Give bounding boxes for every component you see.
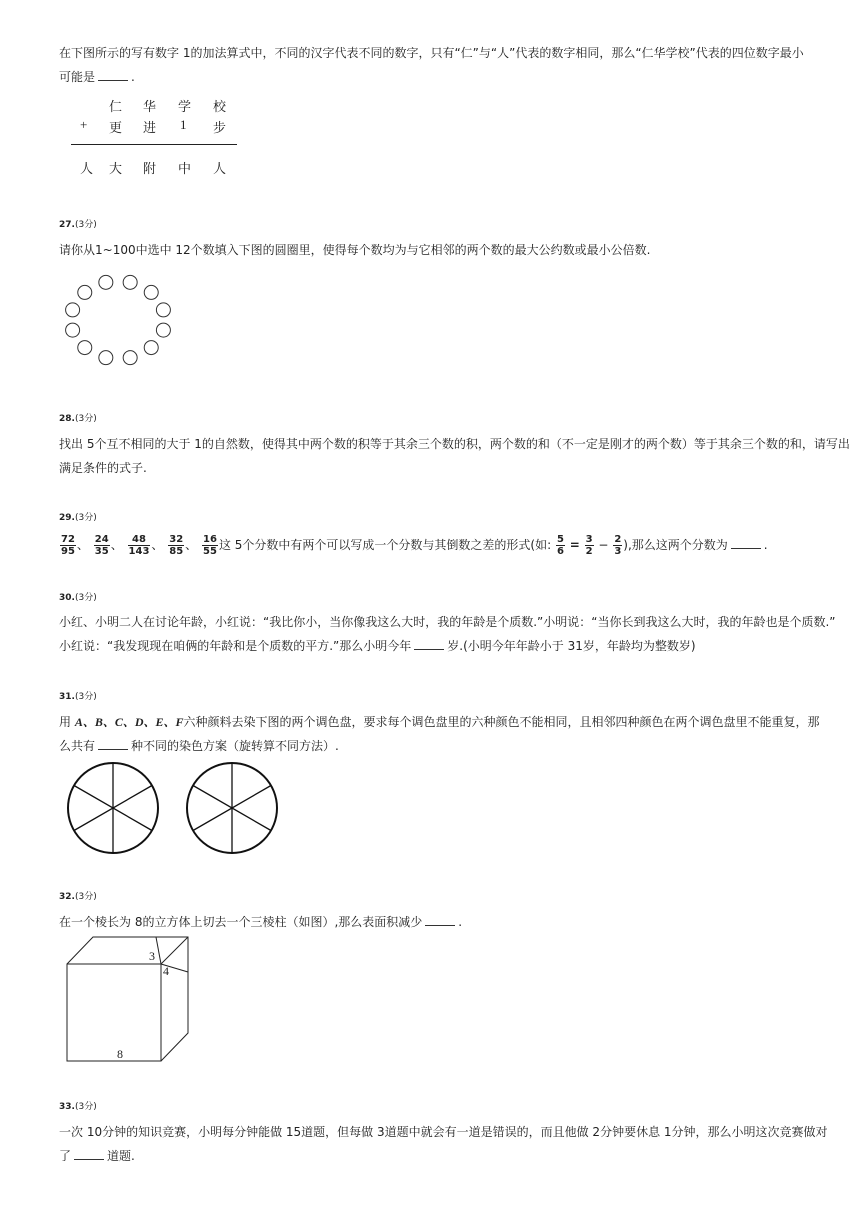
ring-circle[interactable] [144,341,158,355]
q26-text-line1: 在下图所示的写有数字 1的加法算式中，不同的汉字代表不同的数字，只有“仁”与“人”代表的数字相同，那么“仁华学校”代表的四位数字最小 [59,46,804,60]
q31-color-palette-2 [184,760,280,856]
q32-answer-blank[interactable] [425,915,455,926]
fraction-4: $\frac{32}{85}$ [169,534,184,557]
q31-text-line1: 用 A、B、C、D、E、F六种颜料去染下图的两个调色盘，要求每个调色盘里的六种颜色不能相同，且相邻四种颜色在两个调色盘里不能重复，那 [59,715,820,729]
fraction-1: $\frac{72}{95}$ [61,534,75,557]
example-fraction-c: $\frac{2}{3}$ [614,534,622,557]
sum-digit: 人 [213,161,227,176]
ring-circle[interactable] [66,323,80,337]
addend2-digit: 步 [213,120,227,135]
label-8: 8 [117,1047,123,1061]
q31-text-line2: 么共有 种不同的染色方案（旋转算不同方法）. [59,739,339,753]
label-3: 3 [149,949,155,963]
q30-text-line2: 小红说：“我发现现在咱俩的年龄和是个质数的平方.”那么小明今年 岁.(小明今年年龄小于 31岁，年龄均为整数岁) [59,639,696,653]
fraction-5: $\frac{16}{55}$ [203,534,217,557]
sum-digit: 中 [178,161,192,176]
cube-front-face [67,964,161,1061]
ring-circle[interactable] [144,285,158,299]
cut-edge-front [156,937,161,964]
q28-text-line2: 满足条件的式子. [59,461,147,475]
ring-circle[interactable] [123,275,137,289]
ring-circle[interactable] [123,351,137,365]
cut-diagonal [161,937,188,964]
example-fraction-a: $\frac{5}{6}$ [556,534,564,557]
addend2-digit: 更 [109,120,123,135]
sum-digit: 人 [80,161,94,176]
q27-circle-ring-figure [60,272,176,368]
label-4: 4 [163,964,169,978]
q33-answer-blank[interactable] [74,1149,104,1160]
q32-cube-figure [64,934,192,1066]
sum-digit: 大 [109,161,123,176]
ring-circle[interactable] [156,323,170,337]
q30-text-line1: 小红、小明二人在讨论年龄，小红说：“我比你小，当你像我这么大时，我的年龄是个质数.”小明说：“当你长到我这么大时，我的年龄也是个质数.” [59,615,836,629]
addend2-digit: 1 [180,117,187,132]
q31-color-palette-1 [65,760,161,856]
q27-number: 27.(3分) [59,220,97,230]
q31-answer-blank[interactable] [98,739,128,750]
ring-circle[interactable] [99,351,113,365]
q29-text: $\frac{72}{95}$ 、 $\frac{24}{35}$ 、 $\frac{48}{143}$ 、 $\frac{32}{85}$ 、 $\frac{16}{55}$ 这 5个分数中有两个可以写成一个分数与其倒数之差的形式(如: $\frac{5}{6}$ = $\frac{3}{2}$ − $\frac{2}{3}$ ),那么这两个分数为 . [61,534,768,557]
q28-number: 28.(3分) [59,414,97,424]
addend2-digit: 进 [143,120,157,135]
q29-number: 29.(3分) [59,513,97,523]
q27-text: 请你从1~100中选中 12个数填入下图的圆圈里，使得每个数均为与它相邻的两个数的最大公约数或最小公倍数. [59,243,651,257]
cube-top-edges [67,937,156,964]
sum-divider-line [71,144,237,145]
sum-digit: 附 [143,161,157,176]
q33-text-line2: 了 道题. [59,1149,135,1163]
ring-circle[interactable] [66,303,80,317]
q26-answer-blank[interactable] [98,70,128,81]
addend1-digit: 学 [178,99,192,114]
ring-circle[interactable] [99,275,113,289]
q33-number: 33.(3分) [59,1102,97,1112]
q28-text-line1: 找出 5个互不相同的大于 1的自然数，使得其中两个数的积等于其余三个数的积，两个数的和（不一定是刚才的两个数）等于其余三个数的和，请写出 [59,437,850,451]
addend1-digit: 仁 [109,99,123,114]
q26-text-line2: 可能是 . [59,70,135,84]
example-fraction-b: $\frac{3}{2}$ [585,534,593,557]
q31-number: 31.(3分) [59,692,97,702]
q30-number: 30.(3分) [59,593,97,603]
q32-number: 32.(3分) [59,892,97,902]
addend1-digit: 校 [213,99,227,114]
fraction-2: $\frac{24}{35}$ [94,534,109,557]
addend1-digit: 华 [143,99,157,114]
q33-text-line1: 一次 10分钟的知识竞赛，小明每分钟能做 15道题，但每做 3道题中就会有一道是错误的，而且他做 2分钟要休息 1分钟，那么小明这次竞赛做对 [59,1125,828,1139]
q29-answer-blank[interactable] [731,538,761,549]
q30-answer-blank[interactable] [414,639,444,650]
ring-circle[interactable] [78,341,92,355]
q32-text: 在一个棱长为 8的立方体上切去一个三棱柱（如图）,那么表面积减少 . [59,915,463,929]
plus-sign: + [80,117,88,132]
cube-right-edges [161,972,188,1061]
fraction-3: $\frac{48}{143}$ [128,534,150,557]
ring-circle[interactable] [78,285,92,299]
ring-circle[interactable] [156,303,170,317]
